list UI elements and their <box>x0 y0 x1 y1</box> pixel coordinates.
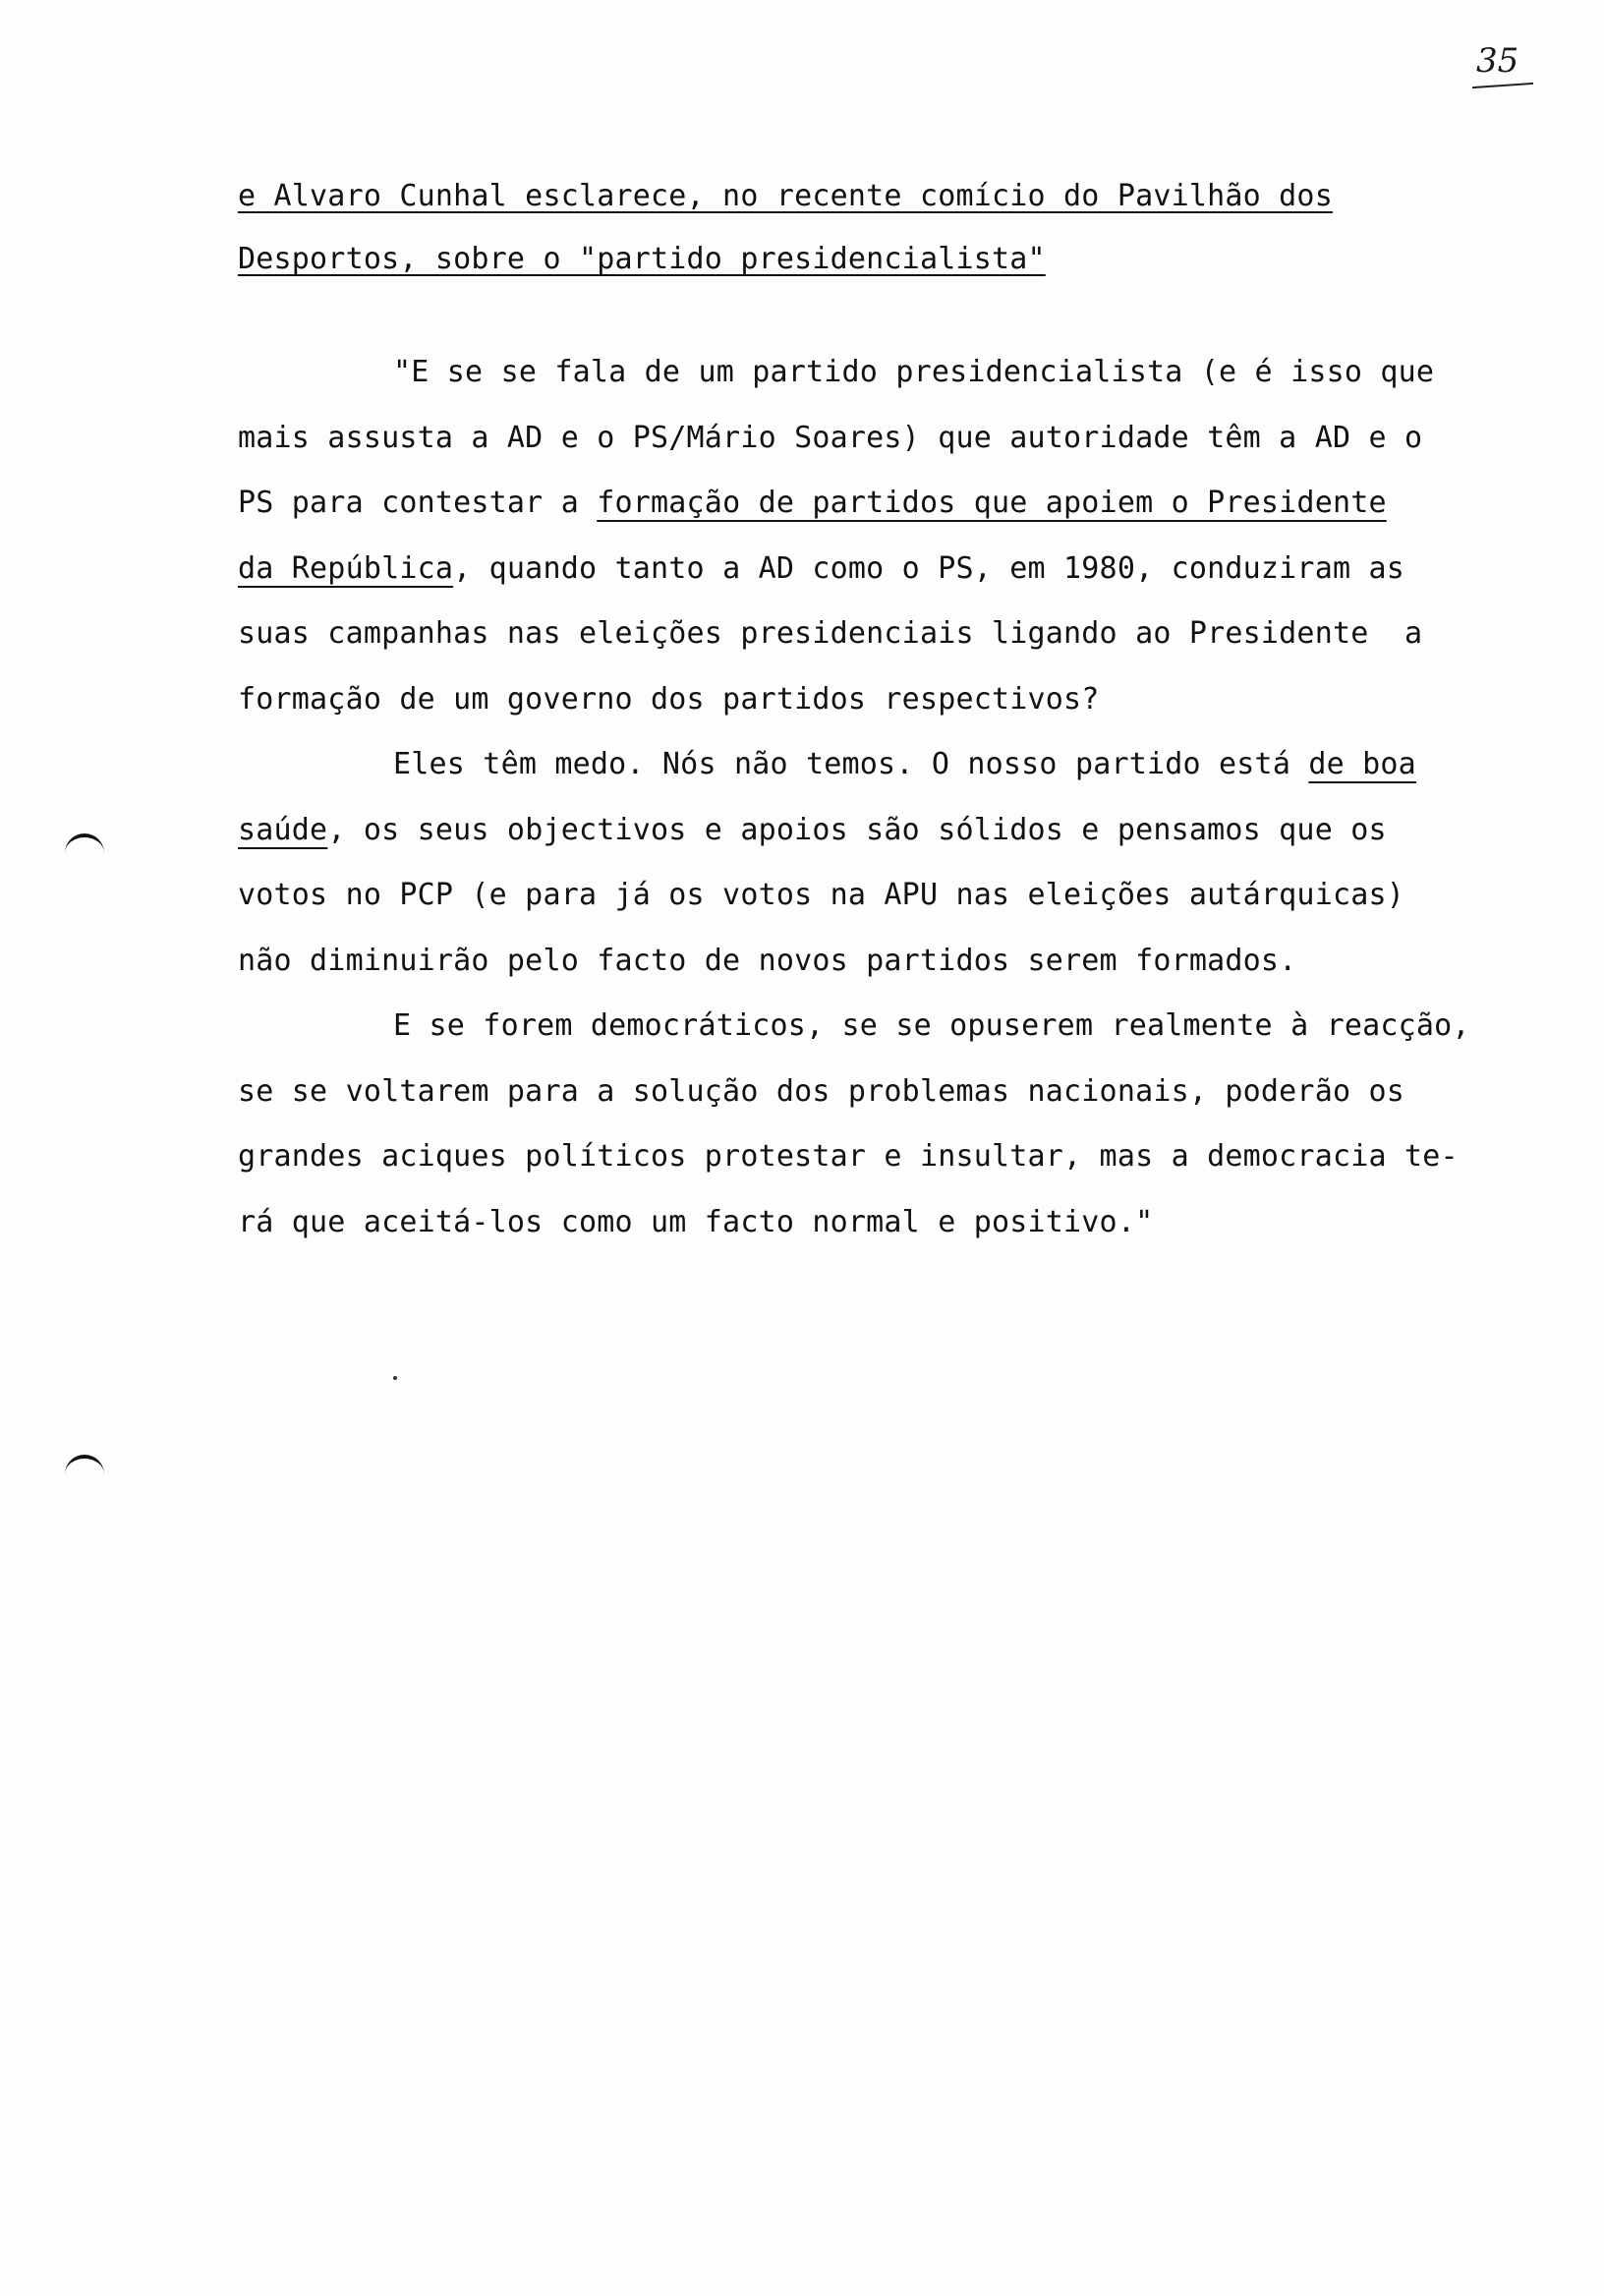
underlined-phrase-de-boa: de boa <box>1308 747 1416 781</box>
paragraph-2-line-1-text: Eles têm medo. Nós não temos. O nosso partido está <box>393 747 1309 781</box>
paragraph-3-line-1: E se forem democráticos, se se opuserem realmente à reacção, <box>393 1008 1470 1043</box>
paragraph-2-line-2-text: , os seus objectivos e apoios são sólidos e pensamos que os <box>327 812 1387 847</box>
quoted-passage <box>238 340 1545 1255</box>
paragraph-1-line-1: "E se se fala de um partido presidencialista (e é isso que <box>393 355 1435 389</box>
paragraph-3-line-3: grandes aciques políticos protestar e insultar, mas a democracia te- <box>238 1139 1459 1174</box>
paragraph-2-line-4: não diminuirão pelo facto de novos partidos serem formados. <box>238 943 1297 978</box>
paragraph-1-line-6: formação de um governo dos partidos respectivos? <box>238 681 1100 717</box>
page-number-underline <box>1472 83 1533 88</box>
ink-speck <box>393 1376 397 1380</box>
heading-line-1: e Alvaro Cunhal esclarece, no recente comício do Pavilhão dos <box>238 179 1333 213</box>
underlined-phrase-saude: saúde <box>238 812 328 847</box>
paragraph-1-line-4-text: , quando tanto a AD como o PS, em 1980, conduziram as <box>453 550 1405 586</box>
margin-hole-mark-upper <box>65 833 104 857</box>
page-number: 35 <box>1476 41 1519 81</box>
paragraph-3-line-2: se se voltarem para a solução dos problemas nacionais, poderão os <box>238 1073 1404 1109</box>
paragraph-3-line-4: rá que aceitá-los como um facto normal e positivo." <box>238 1204 1154 1239</box>
heading-line-2: Desportos, sobre o "partido presidencialista" <box>238 242 1046 276</box>
paragraph-2-line-2 <box>238 798 1545 864</box>
paragraph-1-line-5: suas campanhas nas eleições presidenciais ligando ao Presidente a <box>238 616 1423 651</box>
paragraph-1-line-4 <box>238 537 1545 603</box>
underlined-phrase-formacao: formação de partidos que apoiem o Presidente <box>597 486 1387 520</box>
underlined-phrase-republica: da República <box>238 550 454 586</box>
section-heading <box>238 165 1333 291</box>
paragraph-2-line-1 <box>238 732 1545 798</box>
paragraph-1-line-2: mais assusta a AD e o PS/Mário Soares) que autoridade têm a AD e o <box>238 420 1423 455</box>
paragraph-1-line-3-text: PS para contestar a <box>238 486 598 520</box>
paragraph-2-line-3: votos no PCP (e para já os votos na APU nas eleições autárquicas) <box>238 878 1404 912</box>
paragraph-1-line-3 <box>238 471 1545 537</box>
margin-hole-mark-lower <box>65 1455 104 1478</box>
